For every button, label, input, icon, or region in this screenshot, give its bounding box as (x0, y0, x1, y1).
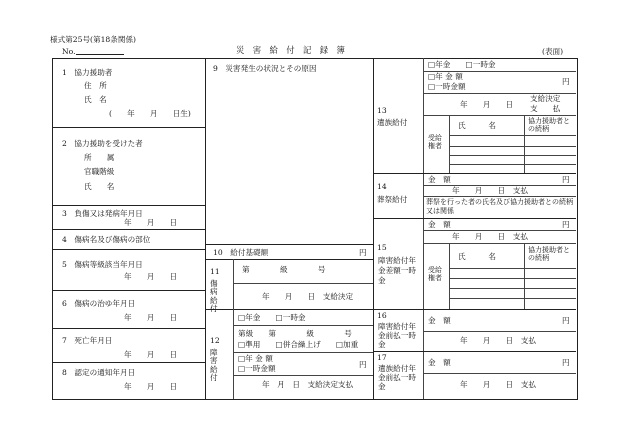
cell-line (233, 283, 373, 284)
cell-line (449, 288, 576, 289)
item-4-label: 4 傷病名及び傷病の部位 (62, 235, 151, 244)
cell-line (449, 268, 576, 269)
form-title: 災 害 給 付 記 録 簿 (236, 45, 345, 55)
item-10-label: 10 給付基礎額 (213, 248, 269, 257)
item-14-date: 年 月 日 支払 (452, 186, 528, 195)
cell-line (423, 373, 576, 374)
item-17-amount: 金 額 (428, 358, 451, 367)
cell-line (449, 146, 576, 147)
item-2-label: 2 協力援助を受けた者 (62, 139, 143, 148)
cell-line (449, 298, 576, 299)
row-line (373, 173, 576, 174)
row-line (373, 309, 576, 310)
item-13-date: 年 月 日 (460, 100, 514, 109)
item-15-recipients: 受給権者 (428, 266, 442, 283)
divider-left (205, 58, 206, 399)
row-line (373, 218, 576, 219)
item-1-name: 氏 名 (84, 95, 107, 104)
item-14-note: 葬祭を行った者の氏名及び協力援助者との続柄又は関係 (426, 198, 573, 215)
item-16-unit: 円 (562, 316, 570, 325)
item-1-label: 1 協力援助者 (62, 68, 113, 77)
cell-line (423, 196, 576, 197)
item-13-no: 13 (377, 106, 387, 115)
side-label: (表面) (542, 47, 564, 56)
item-1-address: 住 所 (84, 81, 107, 90)
row-line (205, 259, 373, 260)
item-14-name: 葬祭給付 (377, 195, 408, 204)
item-13-annuity-checkbox[interactable]: □年 金 額 (428, 72, 463, 81)
cell-line (449, 135, 576, 136)
item-14-no: 14 (377, 182, 387, 191)
row-line (205, 309, 373, 310)
cell-line (423, 331, 576, 332)
row-line (52, 362, 205, 363)
item-3-date: 年 月 日 (124, 218, 178, 227)
item-12-type-checkboxes[interactable]: □年金 □一時金 (238, 313, 306, 322)
item-12-decision-date: 年 月 日 支給決定支払 (262, 380, 354, 389)
item-6-label: 6 傷病の治ゆ年月日 (62, 299, 136, 308)
record-no-label: No. (62, 47, 76, 56)
item-13-pay: 支 払 (530, 104, 561, 113)
item-14-unit: 円 (562, 175, 570, 184)
cell-line (423, 230, 576, 231)
row-line (52, 229, 205, 230)
item-2-name: 氏 名 (84, 182, 115, 191)
item-8-label: 8 認定の通知年月日 (62, 368, 136, 377)
cell-line (423, 243, 576, 244)
record-no-blank[interactable] (76, 54, 124, 55)
item-11-grade: 第 級 号 (242, 265, 326, 274)
row-line (52, 328, 205, 329)
item-15-amount: 金 額 (428, 220, 451, 229)
item-6-date: 年 月 日 (124, 313, 178, 322)
item-17-unit: 円 (562, 358, 570, 367)
item-13-type-checkboxes[interactable]: □年金 □一時金 (428, 60, 496, 69)
item-1-birthdate: ( 年 月 日生) (109, 109, 191, 118)
item-11-decision-date: 年 月 日 支給決定 (262, 292, 354, 301)
item-8-date: 年 月 日 (124, 382, 178, 391)
item-17-no: 17 (377, 353, 387, 362)
item-17-date: 年 月 日 支払 (460, 380, 536, 389)
item-15-name: 障害給付年金差額一時金 (378, 256, 416, 285)
item-11-no: 11 (210, 267, 220, 276)
cell-line (449, 243, 450, 309)
item-15-unit: 円 (562, 220, 570, 229)
item-5-label: 5 傷病等級該当年月日 (62, 260, 143, 269)
item-12-grade: 第級 第 級 号 (238, 329, 352, 338)
item-5-date: 年 月 日 (124, 272, 178, 281)
item-16-amount: 金 額 (428, 316, 451, 325)
item-12-no: 12 (210, 336, 220, 345)
item-13-unit: 円 (562, 77, 570, 86)
item-12-annuity-checkbox[interactable]: □年 金 額 (238, 354, 273, 363)
cell-line (233, 375, 373, 376)
cell-line (449, 155, 576, 156)
recipient-relation-header: 協力援助者との続柄 (528, 246, 570, 263)
item-12-option-checkboxes[interactable]: □準用 □併合繰上げ □加重 (238, 340, 359, 349)
item-13-lump-checkbox[interactable]: □一時金額 (428, 82, 466, 91)
cell-line (524, 243, 525, 309)
item-13-decision: 支給決定 (530, 94, 561, 103)
recipient-name-header: 氏 名 (458, 252, 496, 261)
item-16-no: 16 (377, 311, 387, 320)
row-line (52, 205, 205, 206)
item-14-amount: 金 額 (428, 175, 451, 184)
item-15-date: 年 月 日 支払 (452, 232, 528, 241)
item-16-date: 年 月 日 支払 (460, 336, 536, 345)
item-16-name: 障害給付年金前払一時金 (378, 322, 416, 350)
recipient-relation-header: 協力援助者との続柄 (528, 117, 570, 134)
cell-line (449, 278, 576, 279)
item-13-name: 遺族給付 (377, 118, 408, 127)
item-15-no: 15 (377, 243, 387, 252)
cell-line (233, 325, 373, 326)
cell-line (233, 352, 373, 353)
item-9-label: 9 災害発生の状況とその原因 (213, 64, 317, 73)
item-2-dept: 所 属 (84, 153, 115, 162)
item-12-unit: 円 (359, 360, 367, 369)
row-line (373, 351, 576, 352)
cell-line (423, 115, 576, 116)
form-number: 様式第25号(第18条関係) (50, 35, 136, 44)
item-7-date: 年 月 日 (124, 350, 178, 359)
item-2-rank: 官職階級 (84, 167, 115, 176)
item-11-name: 傷 病 給 付 (210, 279, 218, 314)
divider-middle (373, 58, 374, 399)
row-line (52, 127, 205, 128)
row-line (52, 249, 205, 250)
cell-line (233, 309, 234, 399)
recipient-name-header: 氏 名 (458, 121, 496, 130)
cell-line (449, 164, 576, 165)
item-13-recipients: 受給権者 (428, 134, 442, 151)
row-line (52, 290, 205, 291)
item-3-label: 3 負傷又は発病年月日 (62, 209, 143, 218)
item-17-name: 遺族給付年金前払一時金 (378, 364, 416, 392)
item-10-unit: 円 (359, 248, 367, 257)
cell-line (233, 259, 234, 309)
row-line (205, 244, 373, 245)
cell-line (423, 58, 424, 399)
item-7-label: 7 死亡年月日 (62, 336, 113, 345)
item-12-lump-checkbox[interactable]: □一時金額 (238, 364, 276, 373)
item-12-name: 障 害 給 付 (210, 348, 218, 383)
